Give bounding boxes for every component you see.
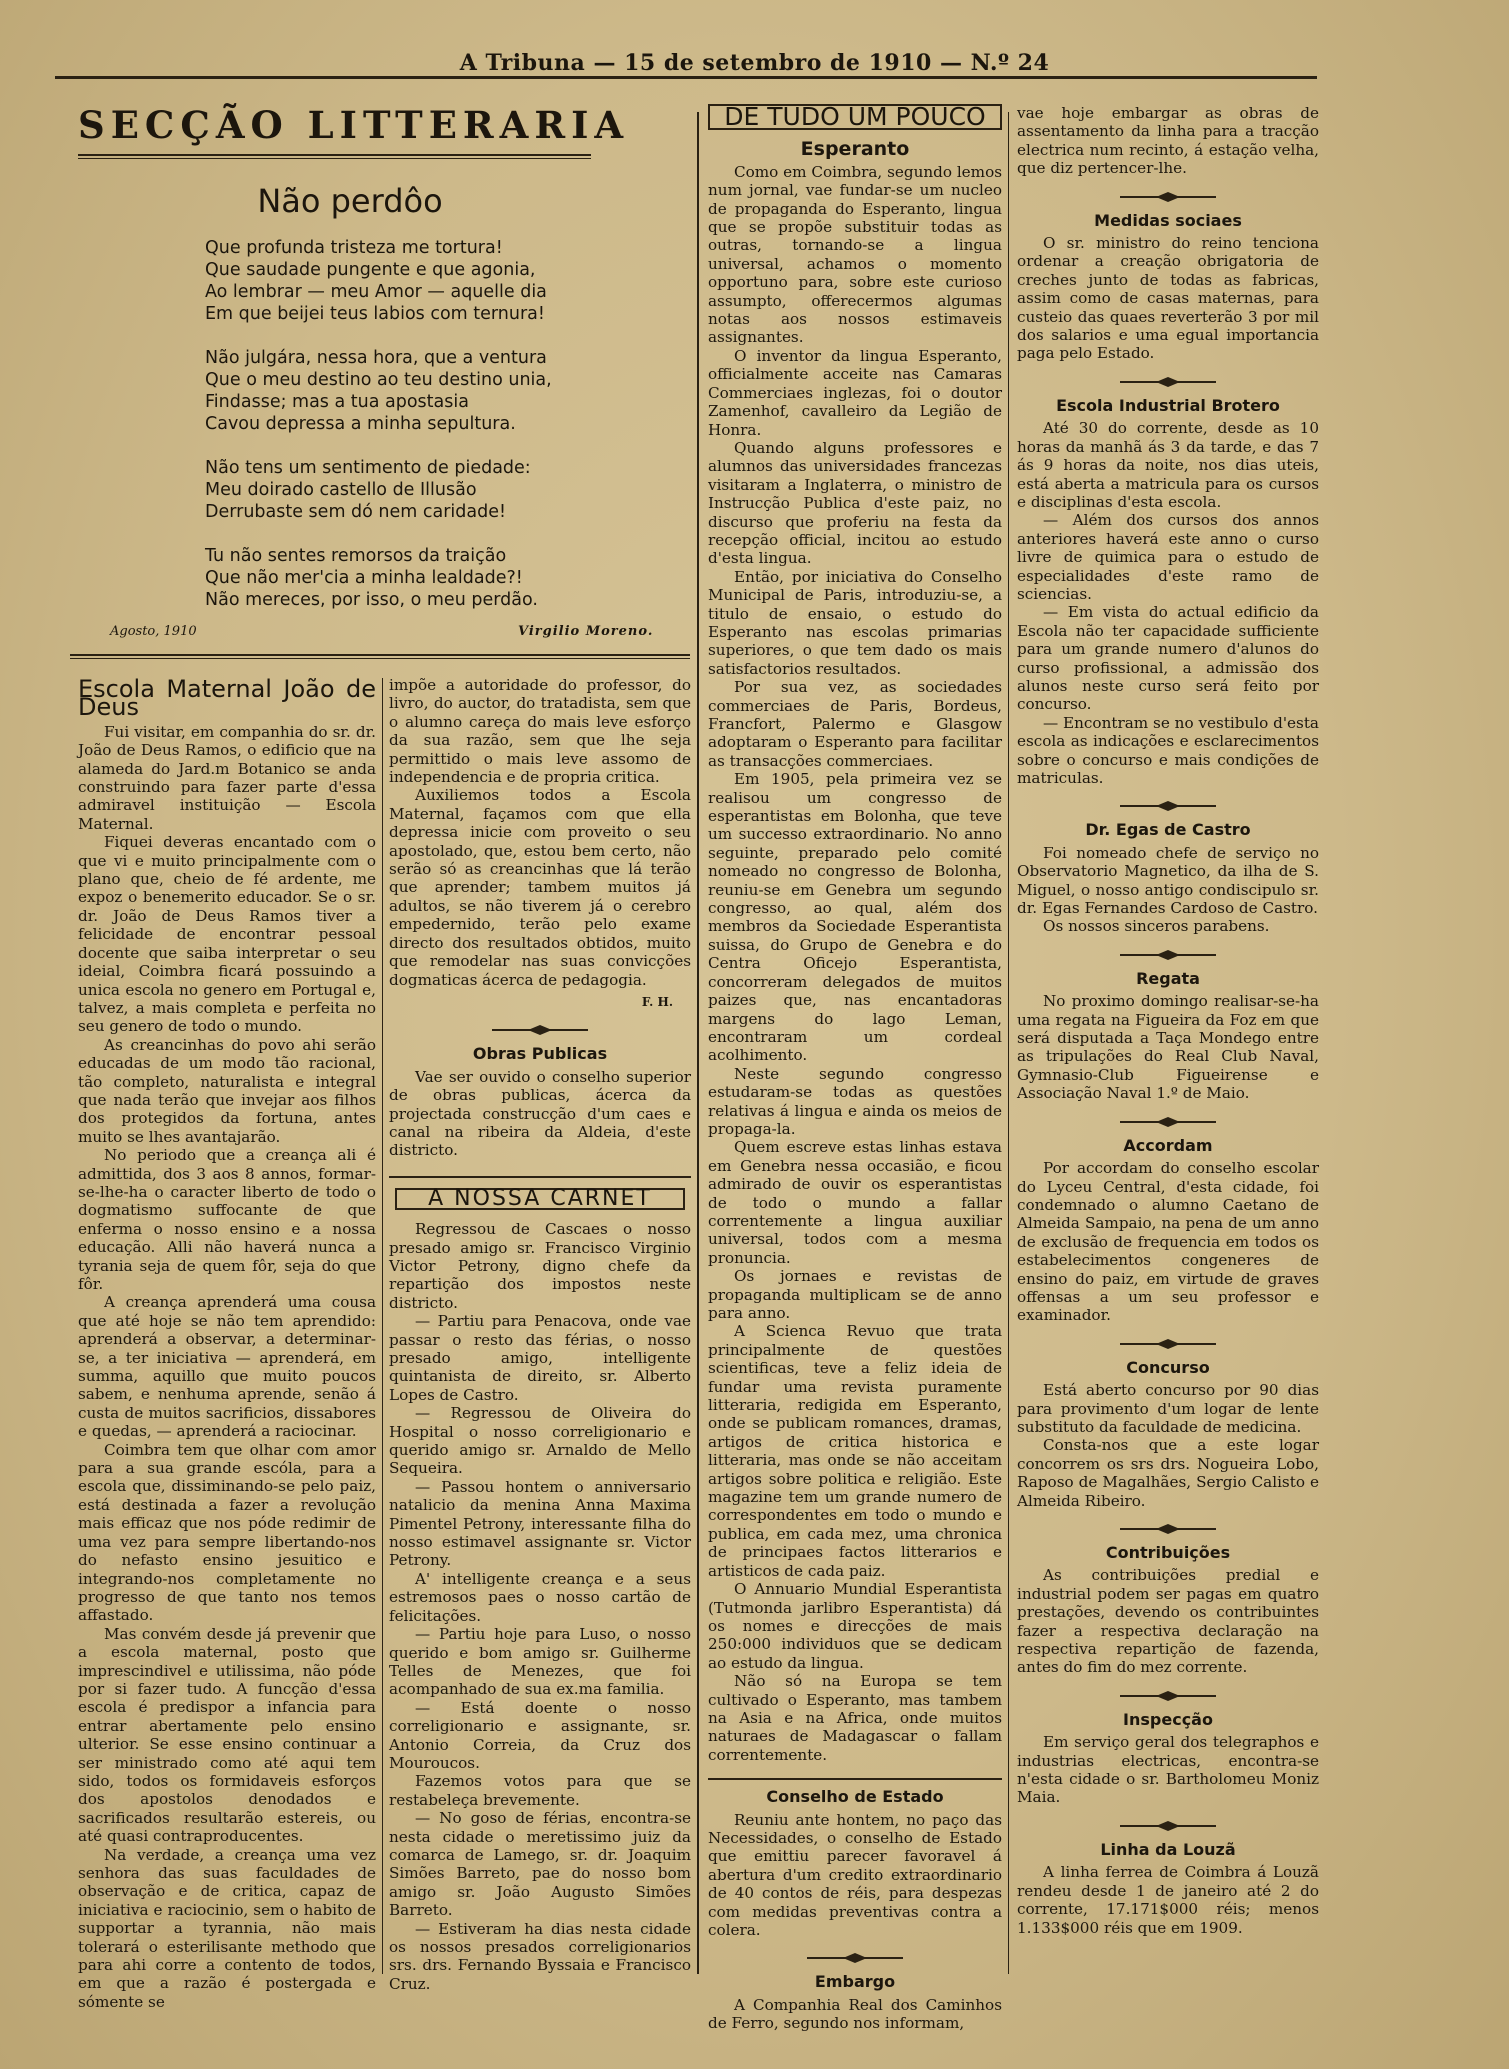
embargo-title: Embargo [814,1972,896,1992]
carnet-paragraph: — Está doente o nosso correligionario e assignante, sr. Antonio Correia, da Cruz dos Mouroucos. [389,1698,691,1772]
esperanto-paragraph: Quem escreve estas linhas estava em Genebra nessa occasião, e ficou admirado de ouvir os esperantistas de todo o mundo a fallar correntemente a lingua auxiliar universal, todos com a mesma pronuncia. [708,1138,1002,1267]
esperanto-title: Esperanto [800,138,910,161]
embargo-text: A Companhia Real dos Caminhos de Ferro, segundo nos informam, [708,1995,1002,2033]
louza-title: Linha da Louzã [1100,1839,1236,1859]
carnet-paragraph: Fazemos votos para que se restabeleça brevemente. [389,1772,691,1809]
poem-bottom-rule-thin [70,658,690,659]
section-rule-thin [78,158,591,159]
escola-paragraph: No periodo que a creança ali é admittida, dos 3 aos 8 annos, formar-se-lhe-ha o caracter liberto de todo o dogmatismo suffocante de que enferma o nosso ensino e a nossa educação. Alli não haverá nunca a tyrania seja de quem fôr, seja do que fôr. [78,1146,376,1293]
divider-ornament [1120,1821,1216,1831]
egas-paragraph: Foi nomeado chefe de serviço no Observatorio Magnetico, da ilha de S. Miguel, o nosso antigo condiscipulo sr. dr. Egas Fernandes Cardoso de Castro. [1017,843,1319,918]
column-rule [1008,112,1009,1974]
poem-stanza [205,237,552,325]
de-tudo-title: DE TUDO UM POUCO [708,104,1002,130]
column-2 [389,676,691,1993]
brotero-paragraph: — Além dos cursos dos annos anteriores haverá este anno o curso livre de quimica para o estudo de especialidades d'este ramo de sciencias. [1017,511,1319,603]
escola-paragraph: impõe a autoridade do professor, do livro, do auctor, do tratadista, sem que o alumno careça do mais leve esforço da sua razão, sem que lhe seja permittido o mais leve assomo de independencia e de propria critica. [389,676,691,787]
esperanto-paragraph: Como em Coimbra, segundo lemos num jornal, vae fundar-se um nucleo de propaganda do Esperanto, lingua que se propõe substituir todas as outras, tornando-se a lingua universal, achamos o momento opportuno para, sobre este curioso assumpto, offerecermos algumas notas aos nossos estimaveis assignantes. [708,162,1003,347]
louza-text: A linha ferrea de Coimbra á Louzã rendeu desde 1 de janeiro até 2 do corrente, 17.171$000 réis; menos 1.133$000 réis que em 1909. [1017,1863,1319,1937]
escola-paragraph: Auxiliemos todos a Escola Maternal, façamos com que ella depressa inicie com proveito o seu apostolado, que, estou bem certo, não serão só as creancinhas que lá terão que aprender; tambem muitos já adultos, se não tiverem já o cerebro empedernido, terão pelo exame directo dos resultados obtidos, muito que remodelar nas suas convicções dogmaticas ácerca de pedagogia. [389,786,691,989]
esperanto-paragraph: Por sua vez, as sociedades commerciaes de Paris, Bordeus, Francfort, Palermo e Glasgow adoptaram o Esperanto para facilitar as transacções commerciaes. [708,678,1002,770]
conselho-title: Conselho de Estado [766,1787,944,1807]
de-tudo-column [708,104,1002,2033]
right-column [1017,104,1319,1937]
poem [205,237,552,611]
esperanto-paragraph: Em 1905, pela primeira vez se realisou um congresso de esperantistas em Bolonha, que teve um successo extraordinario. No anno seguinte, preparado pelo comité nomeado no congresso de Bolonha, reuniu-se em Genebra um segundo congresso, ao qual, além dos membros da Sociedade Esperantista suissa, do Grupo de Genebra e do Centra Oficejo Esperantista, concorreram delegados de muitos paizes que, nas encantadoras margens do lago Leman, encontraram um cordeal acolhimento. [708,770,1002,1065]
brotero-title: Escola Industrial Brotero [1056,395,1280,415]
conselho-text: Reuniu ante hontem, no paço das Necessidades, o conselho de Estado que emittiu parecer favoravel á abertura d'um credito extraordinario de 40 contos de réis, para despezas com medidas preventivas contra a colera. [708,1810,1002,1939]
divider-ornament [1120,801,1216,811]
poem-line: Findasse; mas a tua apostasia [205,392,469,412]
concurso-paragraph: Está aberto concurso por 90 dias para provimento d'um logar de lente substituto da faculdade de medicina. [1017,1381,1319,1436]
embargo-continued: vae hoje embargar as obras de assentamento da linha para a tracção electrica num recinto, á estação velha, que diz pertencer-lhe. [1017,104,1319,178]
poem-stanza [205,545,552,611]
obras-text: Vae ser ouvido o conselho superior de obras publicas, ácerca da projectada construcção d'um caes e canal na ribeira da Aldeia, d'este districto. [389,1067,691,1160]
divider-ornament [807,1953,903,1963]
poem-line: Em que beijei teus labios com ternura! [205,304,545,324]
divider-ornament [1120,192,1216,202]
escola-paragraph: Fiquei deveras encantado com o que vi e muito principalmente com o plano que, cheio de fé ardente, me expoz o benemerito educador. Se o sr. dr. João de Deus Ramos tiver a felicidade de encontrar pessoal docente que saiba interpretar o seu ideial, Coimbra ficará possuindo a unica escola no genero em Portugal e, talvez, a mais completa e perfeita no seu genero de todo o mundo. [78,833,376,1036]
carnet-paragraph: — No goso de férias, encontra-se nesta cidade o meretissimo juiz da comarca de Lamego, sr. dr. Joaquim Simões Barreto, pae do nosso bom amigo sr. João Augusto Simões Barreto. [389,1809,691,1920]
concurso-title: Concurso [1126,1357,1210,1377]
poem-line: Não julgára, nessa hora, que a ventura [205,348,547,368]
poem-date: Agosto, 1910 [110,624,197,639]
poem-line: Meu doirado castello de Illusão [205,480,477,500]
poem-title: Não perdôo [257,182,443,220]
escola-paragraph: Fui visitar, em companhia do sr. dr. João de Deus Ramos, o edificio que na alameda do Jard.m Botanico se anda construindo para fazer parte d'essa admiravel instituição — Escola Maternal. [78,722,376,833]
column-rule [382,678,383,1974]
poem-line: Cavou depressa a minha sepultura. [205,414,516,434]
column-rule [697,112,699,1974]
poem-line: Não tens um sentimento de piedade: [205,458,531,478]
escola-paragraph: As creancinhas do povo ahi serão educadas de um modo tão racional, tão completo, naturalista e integral que nada terão que invejar aos filhos dos protegidos da fortuna, antes muito se lhes avantajarão. [78,1035,376,1146]
poem-line: Não mereces, por isso, o meu perdão. [205,590,538,610]
poem-stanza [205,347,552,435]
escola-title: Escola Maternal João de Deus [78,675,376,722]
brotero-paragraph: Até 30 do corrente, desde as 10 horas da manhã ás 3 da tarde, e das 7 ás 9 horas da noite, nos dias uteis, está aberta a matricula para os cursos e disciplinas d'esta escola. [1017,419,1319,511]
contrib-text: As contribuições predial e industrial podem ser pagas em quatro prestações, devendo os contribuintes fazer a respectiva declaração na respectiva repartição de fazenda, antes do fim do mez corrente. [1017,1566,1319,1677]
inspeccao-title: Inspecção [1123,1709,1213,1729]
regata-text: No proximo domingo realisar-se-ha uma regata na Figueira da Foz em que será disputada a Taça Mondego entre as tripulações do Real Club Naval, Gymnasio-Club Figueirense e Associação Naval 1.º de Maio. [1017,992,1319,1103]
poem-line: Que o meu destino ao teu destino unia, [205,370,552,390]
carnet-paragraph: — Passou hontem o anniversario natalicio da menina Anna Maxima Pimentel Petrony, interessante filha do nosso estimavel assignante sr. Victor Petrony. [389,1477,691,1570]
escola-paragraph: Mas convém desde já prevenir que a escola maternal, posto que imprescindivel e utilissima, não póde por si fazer tudo. A funcção d'essa escola é predispor a infancia para entrar abertamente pelo ensino ulterior. Se esse ensino continuar a ser ministrado como até aqui tem sido, todos os formidaveis esforços dos apostolos denodados e sacrificados resultarão estereis, ou até quasi contraproducentes. [78,1624,376,1846]
obras-title: Obras Publicas [472,1044,608,1064]
divider-ornament [1120,1691,1216,1701]
divider-ornament [1120,1339,1216,1349]
divider-ornament [1120,1524,1216,1534]
inspeccao-text: Em serviço geral dos telegraphos e industrias electricas, encontra-se n'esta cidade o sr. Bartholomeu Moniz Maia. [1017,1733,1319,1807]
carnet-title: A NOSSA CARNET [395,1188,685,1210]
carnet-paragraph: — Partiu para Penacova, onde vae passar o resto das férias, o nosso presado amigo, intelligente quintanista de direito, sr. Alberto Lopes de Castro. [389,1312,691,1404]
escola-paragraph: A creança aprenderá uma cousa que até hoje se não tem aprendido: aprenderá a observar, a determinar-se, a ter iniciativa — aprenderá, em summa, aquillo que muito poucos sabem, e nenhuma aprende, senão á custa de muitos sacrificios, dissabores e quedas, — aprenderá a raciocinar. [78,1293,376,1441]
regata-title: Regata [1136,968,1200,988]
escola-column-1 [78,675,376,2011]
carnet-paragraph: Regressou de Cascaes o nosso presado amigo sr. Francisco Virginio Victor Petrony, digno chefe da repartição dos impostos neste districto. [389,1220,691,1312]
header-rule [55,76,1317,79]
divider-ornament [1120,950,1216,960]
poem-line: Derrubaste sem dó nem caridade! [205,502,507,522]
medidas-text: O sr. ministro do reino tenciona ordenar a creação obrigatoria de creches junto de todas as fabricas, assim como de casas maternas, para custeio das quaes reverterão 3 por mil dos salarios e uma egual importancia paga pelo Estado. [1017,234,1319,363]
poem-line: Que profunda tristeza me tortura! [205,238,503,258]
poem-author: Virgilio Moreno. [518,624,654,639]
esperanto-paragraph: Neste segundo congresso estudaram-se todas as questões relativas á lingua e ainda os meios de propaga-la. [708,1064,1002,1138]
page-header: A Tribuna — 15 de setembro de 1910 — N.º 24 [459,50,1050,76]
poem-bottom-rule [70,654,690,656]
carnet-top-rule [389,1176,691,1178]
esperanto-paragraph: Não só na Europa se tem cultivado o Esperanto, mas tambem na Asia e na Africa, onde muitos naturaes de Madagascar o fallam correntemente. [708,1672,1002,1764]
poem-line: Que não mer'cia a minha lealdade?! [205,568,523,588]
egas-title: Dr. Egas de Castro [1085,820,1251,840]
esperanto-paragraph: A Scienca Revuo que trata principalmente de questões scientificas, teve a feliz ideia de fundar uma revista puramente litteraria, redigida em Esperanto, onde se publicam romances, dramas, artigos de critica historica e litteraria, mas onde se não acceitam artigos sobre politica e religião. Este magazine tem um grande numero de correspondentes em todo o mundo e publica, em cada mez, uma chronica de principaes factos litterarios e artisticos de cada paiz. [708,1322,1002,1580]
esperanto-paragraph: Os jornaes e revistas de propaganda multiplicam se de anno para anno. [708,1267,1002,1322]
accordam-text: Por accordam do conselho escolar do Lyceu Central, d'esta cidade, foi condemnado o alumno Caetano de Almeida Sampaio, na pena de um anno de exclusão de frequencia em todos os estabelecimentos congeneres de ensino do paiz, em virtude de graves offensas a um seu professor e examinador. [1017,1159,1319,1325]
divider-ornament [1120,1117,1216,1127]
medidas-title: Medidas sociaes [1094,210,1242,230]
escola-paragraph: Na verdade, a creança uma vez senhora das suas faculdades de observação e de critica, capaz de iniciativa e raciocinio, sem o habito de supportar a tyrannia, não mais tolerará o esterilisante methodo que para ahi corre a contento de todos, em que a razão é postergada e sómente se [78,1845,376,2011]
brotero-paragraph: — Encontram se no vestibulo d'esta escola as indicações e esclarecimentos sobre o concurso e mais condições de matriculas. [1017,713,1319,787]
carnet-paragraph: — Partiu hoje para Luso, o nosso querido e bom amigo sr. Guilherme Telles de Menezes, que foi acompanhado de sua ex.ma familia. [389,1625,691,1699]
divider-ornament [492,1025,588,1035]
carnet-paragraph: — Estiveram ha dias nesta cidade os nossos presados correligionarios srs. drs. Fernando Byssaia e Francisco Cruz. [389,1919,691,1993]
poem-line: Tu não sentes remorsos da traição [205,546,507,566]
section-title: SECÇÃO LITTERARIA [78,103,630,147]
escola-signature: F. H. [641,994,673,1009]
esperanto-paragraph: Quando alguns professores e alumnos das universidades francezas visitaram a Inglaterra, o ministro de Instrucção Publica d'este paiz, no discurso que proferiu na festa da recepção official, incitou ao estudo d'esta lingua. [708,438,1002,568]
egas-paragraph: Os nossos sinceros parabens. [1043,917,1270,936]
brotero-paragraph: — Em vista do actual edificio da Escola não ter capacidade sufficiente para um grande numero d'alunos do curso profissional, a admissão dos alunos neste curso será feito por concurso. [1017,603,1319,714]
poem-line: Ao lembrar — meu Amor — aquelle dia [205,282,547,302]
carnet-paragraph: — Regressou de Oliveira do Hospital o nosso correligionario e querido amigo sr. Arnaldo de Mello Sequeira. [389,1404,691,1478]
conselho-rule [708,1778,1002,1780]
carnet-paragraph: A' intelligente creança e a seus estremosos paes o nosso cartão de felicitações. [389,1569,691,1625]
esperanto-paragraph: Então, por iniciativa do Conselho Municipal de Paris, introduziu-se, a titulo de ensaio, o estudo do Esperanto nas escolas primarias superiores, o que tem dado os mais satisfactorios resultados. [708,567,1002,678]
poem-stanza [205,457,552,523]
esperanto-paragraph: O Annuario Mundial Esperantista (Tutmonda jarlibro Esperantista) dá os nomes e direcções de mais 250:000 individuos que se dedicam ao estudo da lingua. [708,1580,1002,1672]
accordam-title: Accordam [1123,1135,1213,1155]
escola-paragraph: Coimbra tem que olhar com amor para a sua grande escóla, para a escola que, dissiminando-se pelo paiz, está destinada a fazer a revolução mais efficaz que nos póde redimir de uma vez para sempre libertando-nos do nefasto ensino jesuitico e integrando-nos completamente no progresso de que tanto nos temos affastado. [78,1440,376,1625]
concurso-paragraph: Consta-nos que a este logar concorrem os srs drs. Nogueira Lobo, Raposo de Magalhães, Sergio Calisto e Almeida Ribeiro. [1017,1436,1319,1510]
esperanto-paragraph: O inventor da lingua Esperanto, officialmente acceite nas Camaras Commerciaes inglezas, foi o doutor Zamenhof, cavalleiro da Legião de Honra. [708,346,1002,439]
poem-line: Que saudade pungente e que agonia, [205,260,536,280]
contrib-title: Contribuições [1105,1543,1231,1562]
divider-ornament [1120,377,1216,387]
section-rule [78,154,591,156]
